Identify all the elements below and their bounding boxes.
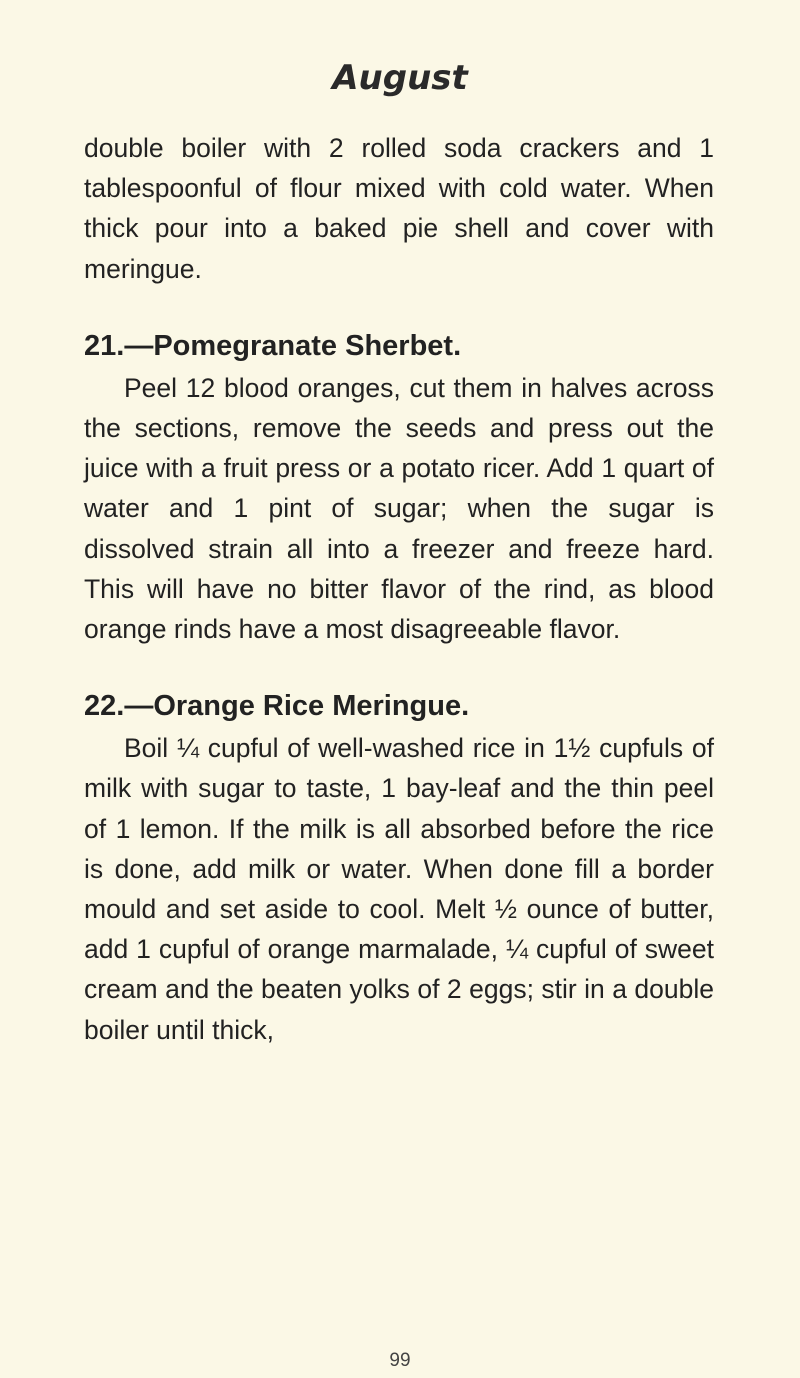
recipe-21-heading: 21.—Pomegranate Sherbet. [84, 329, 462, 362]
recipe-22-text: Boil ¼ cupful of well-washed rice in 1½ cupfuls of milk with sugar to taste, 1 bay-leaf and the thin peel of 1 lemon. If the milk is all absorbed before the rice is done, add milk or water. When done fill a border mould and set aside to cool. Melt ½ ounce of butter, add 1 cupful of orange marmalade, ¼ cupful of sweet cream and the beaten yolks of 2 eggs; stir in a double boiler until thick, [84, 733, 714, 1045]
page-number: 99 [389, 1350, 411, 1371]
running-title: August [332, 58, 468, 98]
recipe-22-heading: 22.—Orange Rice Meringue. [84, 690, 470, 723]
page-body [84, 128, 714, 1050]
recipe-21-text: Peel 12 blood oranges, cut them in halves across the sections, remove the seeds and press out the juice with a fruit press or a potato ricer. Add 1 quart of water and 1 pint of sugar; when the sugar is dissolved strain all into a freezer and freeze hard. This will have no bitter flavor of the rind, as blood orange rinds have a most disagreeable flavor. [84, 372, 714, 645]
intro-paragraph: double boiler with 2 rolled soda crackers and 1 tablespoonful of flour mixed with cold water. When thick pour into a baked pie shell and cover with meringue. [84, 133, 714, 284]
